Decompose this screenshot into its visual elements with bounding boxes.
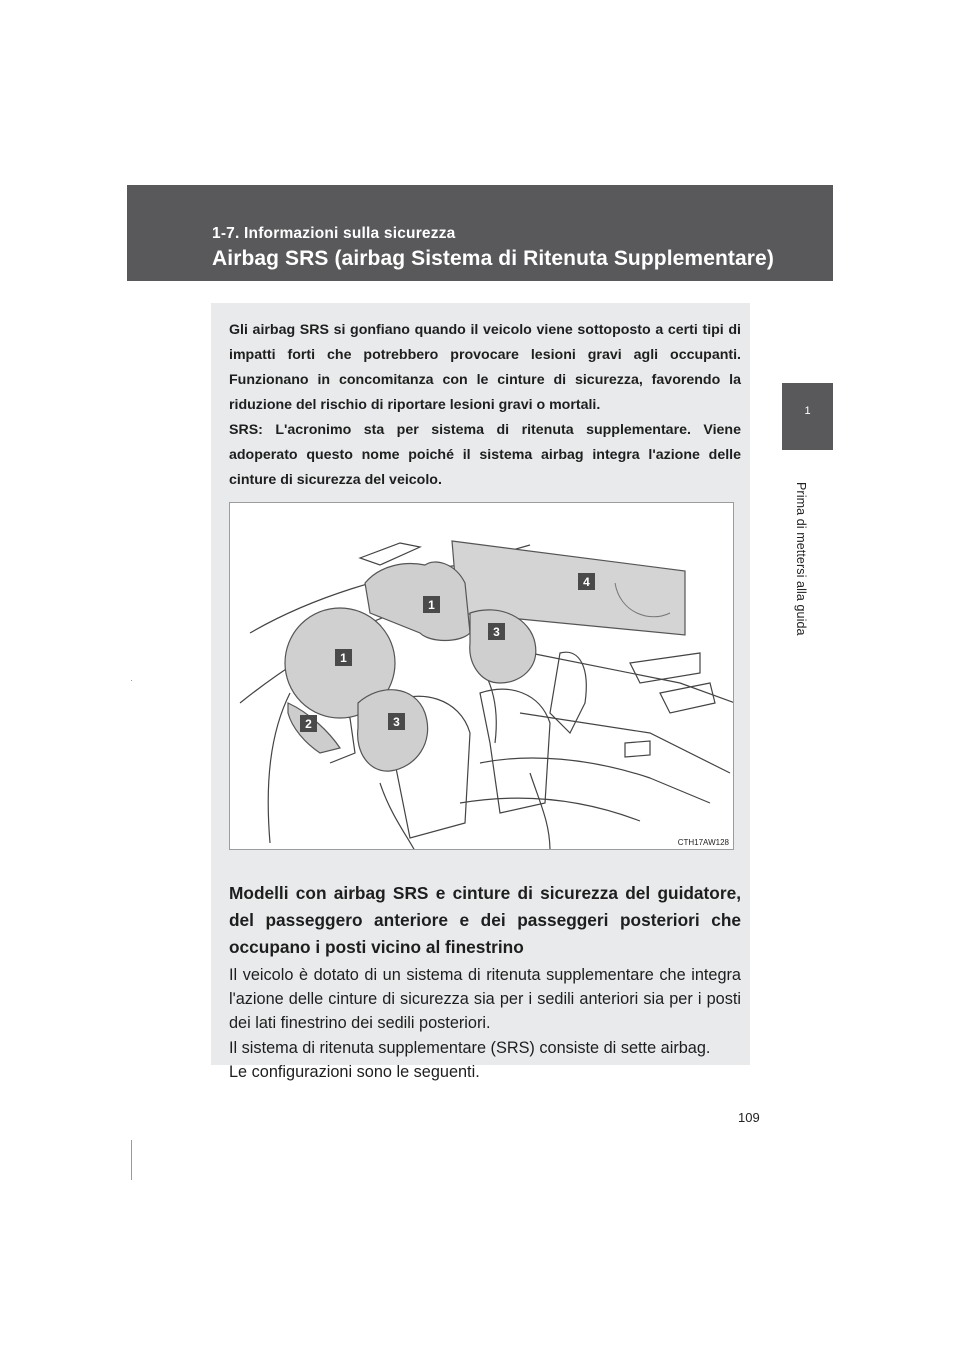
page-number: 109 bbox=[738, 1110, 760, 1125]
figure-code: CTH17AW128 bbox=[677, 838, 729, 847]
page-title: Airbag SRS (airbag Sistema di Ritenuta Supplementare) bbox=[212, 247, 774, 270]
section-heading: Modelli con airbag SRS e cinture di sicurezza del guidatore, del passeggero anteriore e dei passeggeri posteriori che occupano i posti vicino al finestrino bbox=[229, 883, 741, 957]
crop-mark-dot bbox=[131, 680, 132, 681]
callout-4-label: 4 bbox=[583, 575, 590, 589]
section-label: 1-7. Informazioni sulla sicurezza bbox=[212, 225, 456, 242]
body-line-2: Il sistema di ritenuta supplementare (SRS) consiste di sette airbag. bbox=[229, 1038, 711, 1057]
airbag-illustration bbox=[229, 502, 734, 850]
car-interior-drawing bbox=[230, 503, 734, 850]
chapter-title: Prima di mettersi alla guida bbox=[794, 482, 808, 636]
crop-mark bbox=[131, 1140, 132, 1180]
page-header bbox=[127, 185, 833, 281]
body-line-3: Le configurazioni sono le seguenti. bbox=[229, 1062, 480, 1081]
intro-paragraph-2: SRS: L'acronimo sta per sistema di ritenuta supplementare. Viene adoperato questo nome poiché il sistema airbag integra l'azione delle cinture di sicurezza del veicolo. bbox=[229, 422, 741, 488]
callout-3-label: 3 bbox=[493, 625, 500, 639]
intro-paragraph-1: Gli airbag SRS si gonfiano quando il veicolo viene sottoposto a certi tipi di impatti forti che potrebbero provocare lesioni gravi agli occupanti. Funzionano in concomitanza con le cinture di sicurezza, favorendo la riduzione del rischio di riportare lesioni gravi o mortali. bbox=[229, 322, 741, 413]
callout-2-label: 2 bbox=[305, 717, 312, 731]
chapter-number: 1 bbox=[804, 405, 811, 417]
chapter-tab bbox=[782, 383, 833, 450]
section-body bbox=[229, 963, 741, 1084]
callout-3b-label: 3 bbox=[393, 715, 400, 729]
callout-1b-label: 1 bbox=[340, 651, 347, 665]
body-line-1: Il veicolo è dotato di un sistema di ritenuta supplementare che integra l'azione delle cinture di sicurezza sia per i sedili anteriori sia per i posti dei lati finestrino dei sedili posteriori. bbox=[229, 966, 741, 1033]
callout-1-label: 1 bbox=[428, 598, 435, 612]
